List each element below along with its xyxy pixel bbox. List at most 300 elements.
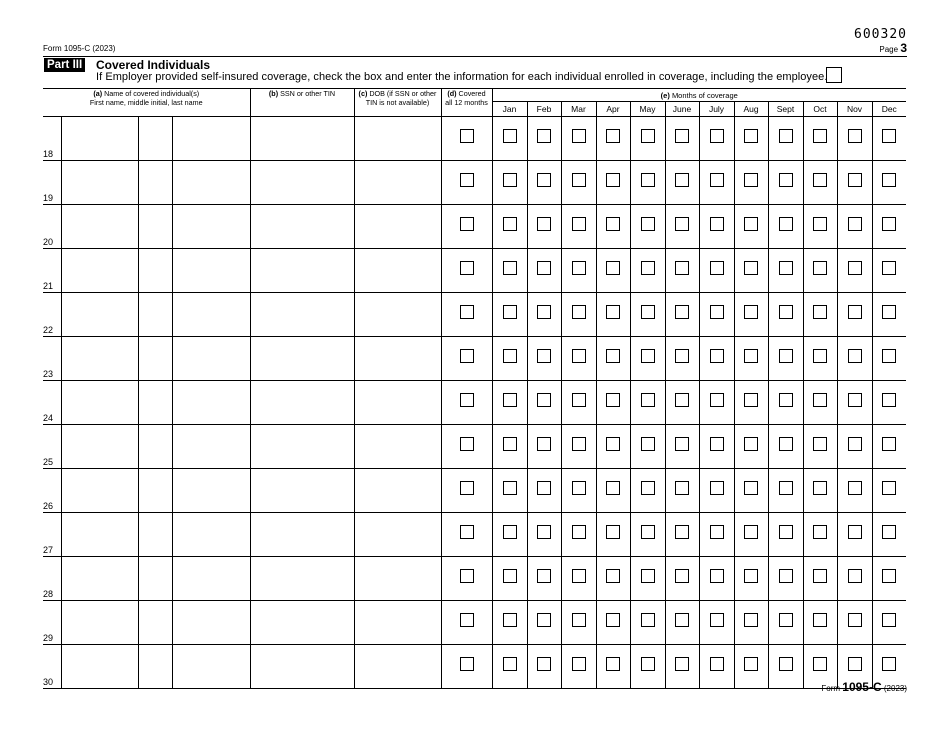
- month-cell: [492, 381, 527, 425]
- footer-form-label: [821, 680, 907, 694]
- month-checkbox[interactable]: [503, 349, 517, 363]
- month-checkbox[interactable]: [675, 525, 689, 539]
- month-checkbox[interactable]: [882, 349, 896, 363]
- month-checkbox[interactable]: [537, 525, 551, 539]
- month-checkbox[interactable]: [503, 305, 517, 319]
- month-checkbox[interactable]: [675, 657, 689, 671]
- month-cell: [492, 161, 527, 205]
- month-cell: [699, 381, 734, 425]
- dob-field[interactable]: [354, 645, 441, 689]
- month-checkbox[interactable]: [675, 305, 689, 319]
- month-checkbox[interactable]: [710, 217, 724, 231]
- month-cell: [768, 161, 803, 205]
- month-cell: [872, 557, 906, 601]
- covered-all-12-months-checkbox[interactable]: [460, 525, 474, 539]
- month-checkbox[interactable]: [779, 569, 793, 583]
- covered-all-12-months-cell: [441, 249, 492, 293]
- month-cell: [734, 117, 768, 161]
- month-checkbox[interactable]: [606, 261, 620, 275]
- ssn-field[interactable]: [250, 117, 354, 161]
- month-checkbox[interactable]: [503, 481, 517, 495]
- month-checkbox[interactable]: [882, 393, 896, 407]
- month-checkbox[interactable]: [572, 657, 586, 671]
- month-cell: [665, 337, 699, 381]
- first-name-field[interactable]: [61, 293, 138, 337]
- month-checkbox[interactable]: [779, 657, 793, 671]
- last-name-field[interactable]: [172, 205, 250, 249]
- first-name-field[interactable]: [61, 249, 138, 293]
- row-number: 18: [43, 117, 61, 161]
- dob-field[interactable]: [354, 469, 441, 513]
- month-checkbox[interactable]: [848, 305, 862, 319]
- month-checkbox[interactable]: [572, 613, 586, 627]
- month-checkbox[interactable]: [572, 569, 586, 583]
- col-e-header: [492, 89, 906, 102]
- month-checkbox[interactable]: [503, 525, 517, 539]
- month-checkbox[interactable]: [848, 217, 862, 231]
- last-name-field[interactable]: [172, 557, 250, 601]
- month-cell: [872, 117, 906, 161]
- month-cell: [527, 557, 561, 601]
- ssn-field[interactable]: [250, 205, 354, 249]
- month-checkbox[interactable]: [744, 173, 758, 187]
- month-checkbox[interactable]: [848, 173, 862, 187]
- col-d-header: [441, 89, 492, 117]
- month-checkbox[interactable]: [537, 437, 551, 451]
- month-checkbox[interactable]: [641, 437, 655, 451]
- month-cell: [837, 337, 872, 381]
- month-checkbox[interactable]: [537, 217, 551, 231]
- covered-all-12-months-checkbox[interactable]: [460, 349, 474, 363]
- month-cell: [665, 381, 699, 425]
- month-checkbox[interactable]: [710, 657, 724, 671]
- month-checkbox[interactable]: [606, 525, 620, 539]
- col-e-letter: (e): [660, 90, 670, 100]
- month-checkbox[interactable]: [606, 217, 620, 231]
- month-header: Feb: [527, 102, 561, 117]
- month-checkbox[interactable]: [503, 657, 517, 671]
- month-checkbox[interactable]: [675, 613, 689, 627]
- covered-all-12-months-checkbox[interactable]: [460, 173, 474, 187]
- month-checkbox[interactable]: [572, 437, 586, 451]
- month-checkbox[interactable]: [779, 525, 793, 539]
- dob-field[interactable]: [354, 557, 441, 601]
- month-checkbox[interactable]: [503, 393, 517, 407]
- first-name-field[interactable]: [61, 337, 138, 381]
- month-checkbox[interactable]: [848, 613, 862, 627]
- month-checkbox[interactable]: [744, 305, 758, 319]
- form-code: 600320: [854, 27, 907, 42]
- month-checkbox[interactable]: [710, 173, 724, 187]
- month-checkbox[interactable]: [710, 613, 724, 627]
- month-checkbox[interactable]: [848, 129, 862, 143]
- month-checkbox[interactable]: [675, 393, 689, 407]
- month-checkbox[interactable]: [606, 129, 620, 143]
- month-checkbox[interactable]: [744, 525, 758, 539]
- month-checkbox[interactable]: [675, 261, 689, 275]
- ssn-field[interactable]: [250, 513, 354, 557]
- month-checkbox[interactable]: [503, 173, 517, 187]
- month-cell: [527, 601, 561, 645]
- middle-initial-field[interactable]: [138, 601, 172, 645]
- month-checkbox[interactable]: [675, 217, 689, 231]
- month-checkbox[interactable]: [882, 569, 896, 583]
- last-name-field[interactable]: [172, 645, 250, 689]
- last-name-field[interactable]: [172, 117, 250, 161]
- month-checkbox[interactable]: [813, 173, 827, 187]
- month-cell: [768, 513, 803, 557]
- month-cell: [837, 249, 872, 293]
- self-insured-checkbox[interactable]: [826, 67, 842, 83]
- month-cell: [630, 645, 665, 689]
- month-checkbox[interactable]: [779, 613, 793, 627]
- month-checkbox[interactable]: [848, 569, 862, 583]
- month-checkbox[interactable]: [779, 437, 793, 451]
- page-number: 3: [900, 41, 907, 55]
- first-name-field[interactable]: [61, 117, 138, 161]
- first-name-field[interactable]: [61, 645, 138, 689]
- dob-field[interactable]: [354, 161, 441, 205]
- month-cell: [803, 161, 837, 205]
- first-name-field[interactable]: [61, 425, 138, 469]
- first-name-field[interactable]: [61, 601, 138, 645]
- month-checkbox[interactable]: [641, 569, 655, 583]
- month-checkbox[interactable]: [675, 437, 689, 451]
- middle-initial-field[interactable]: [138, 557, 172, 601]
- month-checkbox[interactable]: [641, 349, 655, 363]
- month-checkbox[interactable]: [572, 129, 586, 143]
- ssn-field[interactable]: [250, 293, 354, 337]
- month-checkbox[interactable]: [710, 481, 724, 495]
- month-checkbox[interactable]: [744, 569, 758, 583]
- month-checkbox[interactable]: [537, 613, 551, 627]
- month-checkbox[interactable]: [882, 129, 896, 143]
- month-cell: [630, 161, 665, 205]
- month-checkbox[interactable]: [537, 129, 551, 143]
- month-checkbox[interactable]: [503, 569, 517, 583]
- month-checkbox[interactable]: [882, 613, 896, 627]
- month-checkbox[interactable]: [813, 349, 827, 363]
- covered-all-12-months-checkbox[interactable]: [460, 569, 474, 583]
- month-header: Dec: [872, 102, 906, 117]
- month-checkbox[interactable]: [848, 349, 862, 363]
- ssn-field[interactable]: [250, 337, 354, 381]
- month-cell: [872, 161, 906, 205]
- month-cell: [630, 601, 665, 645]
- month-checkbox[interactable]: [537, 393, 551, 407]
- last-name-field[interactable]: [172, 381, 250, 425]
- table-row: [43, 293, 906, 337]
- month-checkbox[interactable]: [606, 613, 620, 627]
- middle-initial-field[interactable]: [138, 205, 172, 249]
- covered-all-12-months-checkbox[interactable]: [460, 261, 474, 275]
- month-cell: [561, 381, 596, 425]
- month-checkbox[interactable]: [744, 437, 758, 451]
- last-name-field[interactable]: [172, 249, 250, 293]
- month-cell: [768, 293, 803, 337]
- month-checkbox[interactable]: [744, 613, 758, 627]
- month-checkbox[interactable]: [537, 349, 551, 363]
- month-checkbox[interactable]: [813, 569, 827, 583]
- middle-initial-field[interactable]: [138, 425, 172, 469]
- month-checkbox[interactable]: [710, 569, 724, 583]
- month-checkbox[interactable]: [710, 305, 724, 319]
- covered-all-12-months-checkbox[interactable]: [460, 393, 474, 407]
- month-checkbox[interactable]: [537, 261, 551, 275]
- covered-all-12-months-checkbox[interactable]: [460, 305, 474, 319]
- month-checkbox[interactable]: [675, 129, 689, 143]
- month-checkbox[interactable]: [813, 393, 827, 407]
- first-name-field[interactable]: [61, 161, 138, 205]
- month-checkbox[interactable]: [503, 261, 517, 275]
- month-header: June: [665, 102, 699, 117]
- month-checkbox[interactable]: [641, 217, 655, 231]
- last-name-field[interactable]: [172, 513, 250, 557]
- table-row: [43, 381, 906, 425]
- month-cell: [596, 337, 630, 381]
- month-checkbox[interactable]: [744, 261, 758, 275]
- first-name-field[interactable]: [61, 381, 138, 425]
- month-cell: [837, 117, 872, 161]
- dob-field[interactable]: [354, 601, 441, 645]
- month-checkbox[interactable]: [744, 349, 758, 363]
- month-checkbox[interactable]: [503, 129, 517, 143]
- month-checkbox[interactable]: [641, 129, 655, 143]
- month-checkbox[interactable]: [641, 481, 655, 495]
- month-checkbox[interactable]: [848, 525, 862, 539]
- month-checkbox[interactable]: [537, 173, 551, 187]
- dob-field[interactable]: [354, 205, 441, 249]
- month-checkbox[interactable]: [572, 217, 586, 231]
- month-checkbox[interactable]: [606, 569, 620, 583]
- month-checkbox[interactable]: [710, 129, 724, 143]
- month-checkbox[interactable]: [848, 437, 862, 451]
- month-checkbox[interactable]: [710, 525, 724, 539]
- last-name-field[interactable]: [172, 425, 250, 469]
- month-checkbox[interactable]: [779, 173, 793, 187]
- month-cell: [596, 205, 630, 249]
- month-checkbox[interactable]: [537, 481, 551, 495]
- month-header: May: [630, 102, 665, 117]
- month-checkbox[interactable]: [744, 129, 758, 143]
- middle-initial-field[interactable]: [138, 645, 172, 689]
- dob-field[interactable]: [354, 381, 441, 425]
- month-checkbox[interactable]: [882, 261, 896, 275]
- ssn-field[interactable]: [250, 557, 354, 601]
- month-checkbox[interactable]: [882, 481, 896, 495]
- month-checkbox[interactable]: [572, 393, 586, 407]
- middle-initial-field[interactable]: [138, 513, 172, 557]
- first-name-field[interactable]: [61, 513, 138, 557]
- covered-all-12-months-checkbox[interactable]: [460, 217, 474, 231]
- month-checkbox[interactable]: [641, 525, 655, 539]
- last-name-field[interactable]: [172, 469, 250, 513]
- covered-all-12-months-checkbox[interactable]: [460, 129, 474, 143]
- month-checkbox[interactable]: [572, 349, 586, 363]
- month-cell: [527, 161, 561, 205]
- ssn-field[interactable]: [250, 249, 354, 293]
- ssn-field[interactable]: [250, 381, 354, 425]
- month-checkbox[interactable]: [779, 217, 793, 231]
- dob-field[interactable]: [354, 513, 441, 557]
- month-checkbox[interactable]: [675, 349, 689, 363]
- month-checkbox[interactable]: [710, 261, 724, 275]
- month-cell: [768, 117, 803, 161]
- month-checkbox[interactable]: [606, 393, 620, 407]
- month-checkbox[interactable]: [779, 261, 793, 275]
- middle-initial-field[interactable]: [138, 117, 172, 161]
- last-name-field[interactable]: [172, 293, 250, 337]
- month-checkbox[interactable]: [779, 129, 793, 143]
- middle-initial-field[interactable]: [138, 249, 172, 293]
- month-cell: [803, 513, 837, 557]
- month-checkbox[interactable]: [606, 349, 620, 363]
- last-name-field[interactable]: [172, 601, 250, 645]
- covered-all-12-months-checkbox[interactable]: [460, 613, 474, 627]
- month-checkbox[interactable]: [813, 437, 827, 451]
- row-number: 20: [43, 205, 61, 249]
- month-checkbox[interactable]: [813, 305, 827, 319]
- month-checkbox[interactable]: [813, 657, 827, 671]
- month-checkbox[interactable]: [641, 613, 655, 627]
- dob-field[interactable]: [354, 249, 441, 293]
- month-checkbox[interactable]: [813, 261, 827, 275]
- last-name-field[interactable]: [172, 337, 250, 381]
- page-label: [879, 41, 907, 55]
- dob-field[interactable]: [354, 337, 441, 381]
- first-name-field[interactable]: [61, 205, 138, 249]
- month-checkbox[interactable]: [882, 173, 896, 187]
- month-cell: [734, 161, 768, 205]
- month-checkbox[interactable]: [779, 481, 793, 495]
- month-checkbox[interactable]: [675, 481, 689, 495]
- table-row: [43, 337, 906, 381]
- month-cell: [872, 469, 906, 513]
- month-checkbox[interactable]: [779, 349, 793, 363]
- month-checkbox[interactable]: [606, 173, 620, 187]
- month-checkbox[interactable]: [641, 305, 655, 319]
- month-checkbox[interactable]: [572, 261, 586, 275]
- month-cell: [596, 117, 630, 161]
- month-cell: [492, 249, 527, 293]
- month-cell: [561, 249, 596, 293]
- month-checkbox[interactable]: [503, 217, 517, 231]
- month-checkbox[interactable]: [882, 305, 896, 319]
- last-name-field[interactable]: [172, 161, 250, 205]
- month-header: Jan: [492, 102, 527, 117]
- month-checkbox[interactable]: [572, 173, 586, 187]
- month-checkbox[interactable]: [641, 173, 655, 187]
- month-checkbox[interactable]: [744, 657, 758, 671]
- month-cell: [803, 469, 837, 513]
- month-checkbox[interactable]: [503, 613, 517, 627]
- middle-initial-field[interactable]: [138, 293, 172, 337]
- ssn-field[interactable]: [250, 645, 354, 689]
- dob-field[interactable]: [354, 293, 441, 337]
- first-name-field[interactable]: [61, 469, 138, 513]
- first-name-field[interactable]: [61, 557, 138, 601]
- month-checkbox[interactable]: [813, 613, 827, 627]
- covered-all-12-months-cell: [441, 381, 492, 425]
- middle-initial-field[interactable]: [138, 161, 172, 205]
- month-checkbox[interactable]: [606, 657, 620, 671]
- month-cell: [699, 601, 734, 645]
- month-checkbox[interactable]: [882, 437, 896, 451]
- ssn-field[interactable]: [250, 425, 354, 469]
- month-checkbox[interactable]: [537, 305, 551, 319]
- month-checkbox[interactable]: [813, 481, 827, 495]
- covered-all-12-months-cell: [441, 117, 492, 161]
- month-checkbox[interactable]: [572, 525, 586, 539]
- month-checkbox[interactable]: [537, 657, 551, 671]
- month-checkbox[interactable]: [848, 393, 862, 407]
- month-checkbox[interactable]: [744, 393, 758, 407]
- month-checkbox[interactable]: [503, 437, 517, 451]
- covered-all-12-months-checkbox[interactable]: [460, 437, 474, 451]
- month-checkbox[interactable]: [641, 657, 655, 671]
- month-cell: [803, 337, 837, 381]
- month-checkbox[interactable]: [882, 657, 896, 671]
- month-header: Aug: [734, 102, 768, 117]
- dob-field[interactable]: [354, 425, 441, 469]
- covered-all-12-months-cell: [441, 293, 492, 337]
- month-checkbox[interactable]: [572, 481, 586, 495]
- month-cell: [561, 469, 596, 513]
- month-checkbox[interactable]: [572, 305, 586, 319]
- month-checkbox[interactable]: [641, 393, 655, 407]
- middle-initial-field[interactable]: [138, 381, 172, 425]
- month-checkbox[interactable]: [606, 437, 620, 451]
- month-header: Mar: [561, 102, 596, 117]
- month-cell: [527, 249, 561, 293]
- ssn-field[interactable]: [250, 469, 354, 513]
- middle-initial-field[interactable]: [138, 337, 172, 381]
- month-checkbox[interactable]: [710, 393, 724, 407]
- month-checkbox[interactable]: [848, 657, 862, 671]
- month-checkbox[interactable]: [813, 525, 827, 539]
- month-checkbox[interactable]: [710, 349, 724, 363]
- month-checkbox[interactable]: [537, 569, 551, 583]
- ssn-field[interactable]: [250, 601, 354, 645]
- month-checkbox[interactable]: [848, 481, 862, 495]
- covered-all-12-months-checkbox[interactable]: [460, 657, 474, 671]
- covered-all-12-months-checkbox[interactable]: [460, 481, 474, 495]
- month-cell: [561, 117, 596, 161]
- month-checkbox[interactable]: [744, 481, 758, 495]
- month-checkbox[interactable]: [882, 217, 896, 231]
- month-checkbox[interactable]: [882, 525, 896, 539]
- month-cell: [803, 557, 837, 601]
- month-checkbox[interactable]: [813, 129, 827, 143]
- middle-initial-field[interactable]: [138, 469, 172, 513]
- month-checkbox[interactable]: [606, 481, 620, 495]
- month-cell: [665, 425, 699, 469]
- month-checkbox[interactable]: [744, 217, 758, 231]
- month-checkbox[interactable]: [813, 217, 827, 231]
- month-checkbox[interactable]: [641, 261, 655, 275]
- month-checkbox[interactable]: [848, 261, 862, 275]
- month-checkbox[interactable]: [779, 393, 793, 407]
- dob-field[interactable]: [354, 117, 441, 161]
- row-number: 30: [43, 645, 61, 689]
- month-cell: [768, 249, 803, 293]
- month-checkbox[interactable]: [710, 437, 724, 451]
- month-checkbox[interactable]: [606, 305, 620, 319]
- ssn-field[interactable]: [250, 161, 354, 205]
- month-checkbox[interactable]: [779, 305, 793, 319]
- month-checkbox[interactable]: [675, 173, 689, 187]
- month-checkbox[interactable]: [675, 569, 689, 583]
